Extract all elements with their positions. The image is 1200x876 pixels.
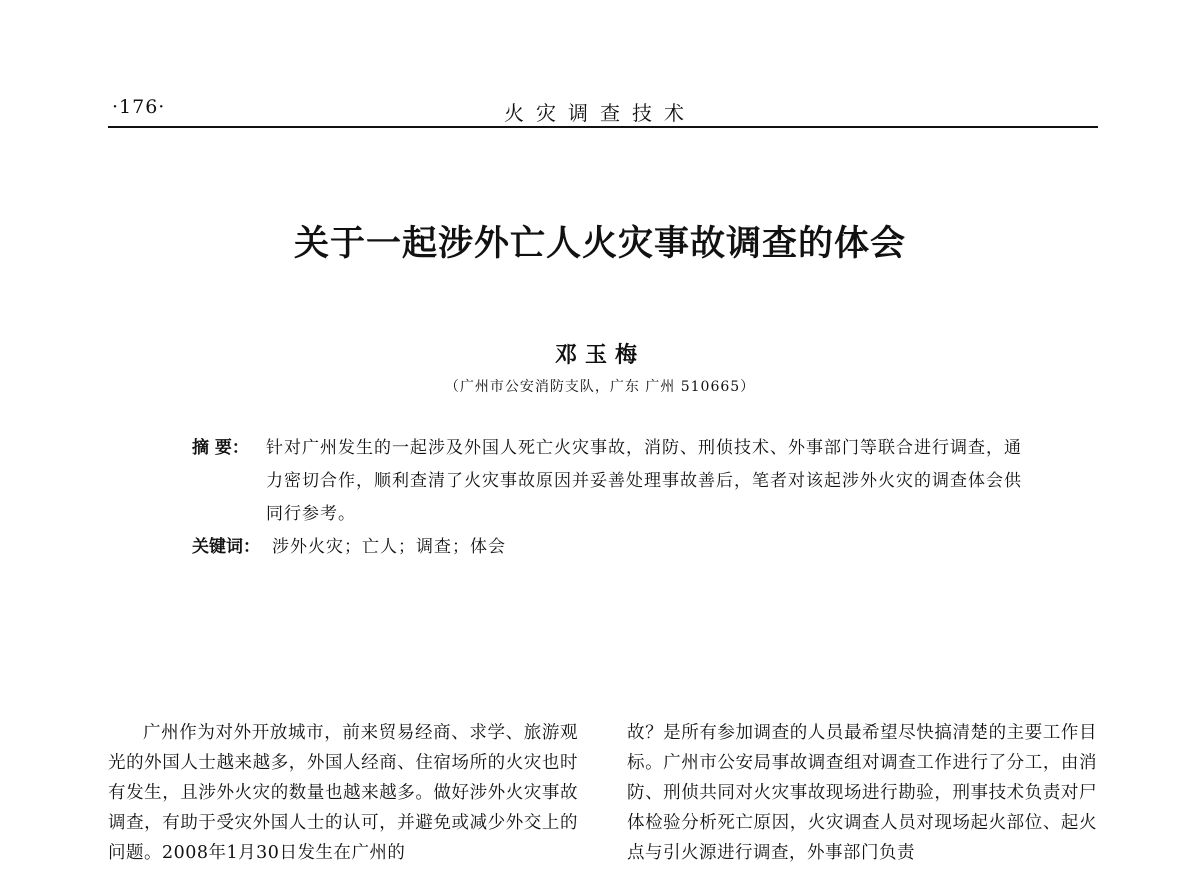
abstract-label: 摘 要： [192, 438, 249, 458]
keywords-label: 关键词： [192, 537, 260, 557]
body-column-left [108, 718, 578, 868]
page-number: ·176· [112, 96, 166, 118]
author-affiliation: （广州市公安消防支队，广东 广州 510665） [444, 379, 756, 395]
running-head: 火灾调查技术 [504, 101, 696, 125]
abstract-text: 针对广州发生的一起涉及外国人死亡火灾事故，消防、刑侦技术、外事部门等联合进行调查，通力密切合作，顺利查清了火灾事故原因并妥善处理事故善后，笔者对该起涉外火灾的调查体会供同行参考。 [266, 438, 1022, 524]
keywords-text: 涉外火灾；亡人；调查；体会 [272, 537, 506, 557]
body-column-right [627, 718, 1097, 868]
keywords [192, 531, 506, 564]
header-rule [108, 126, 1098, 128]
abstract [192, 432, 1022, 531]
article-title: 关于一起涉外亡人火灾事故调查的体会 [293, 224, 906, 264]
body-paragraph: 广州作为对外开放城市，前来贸易经商、求学、旅游观光的外国人士越来越多，外国人经商、住宿场所的火灾也时有发生，且涉外火灾的数量也越来越多。做好涉外火灾事故调查，有助于受灾外国人士的认可，并避免或减少外交上的问题。2008年1月30日发生在广州的 [108, 723, 578, 863]
body-paragraph: 故？是所有参加调查的人员最希望尽快搞清楚的主要工作目标。广州市公安局事故调查组对调查工作进行了分工，由消防、刑侦共同对火灾事故现场进行勘验，刑事技术负责对尸体检验分析死亡原因，火灾调查人员对现场起火部位、起火点与引火源进行调查，外事部门负责 [627, 723, 1097, 863]
author-name: 邓玉梅 [554, 342, 645, 368]
